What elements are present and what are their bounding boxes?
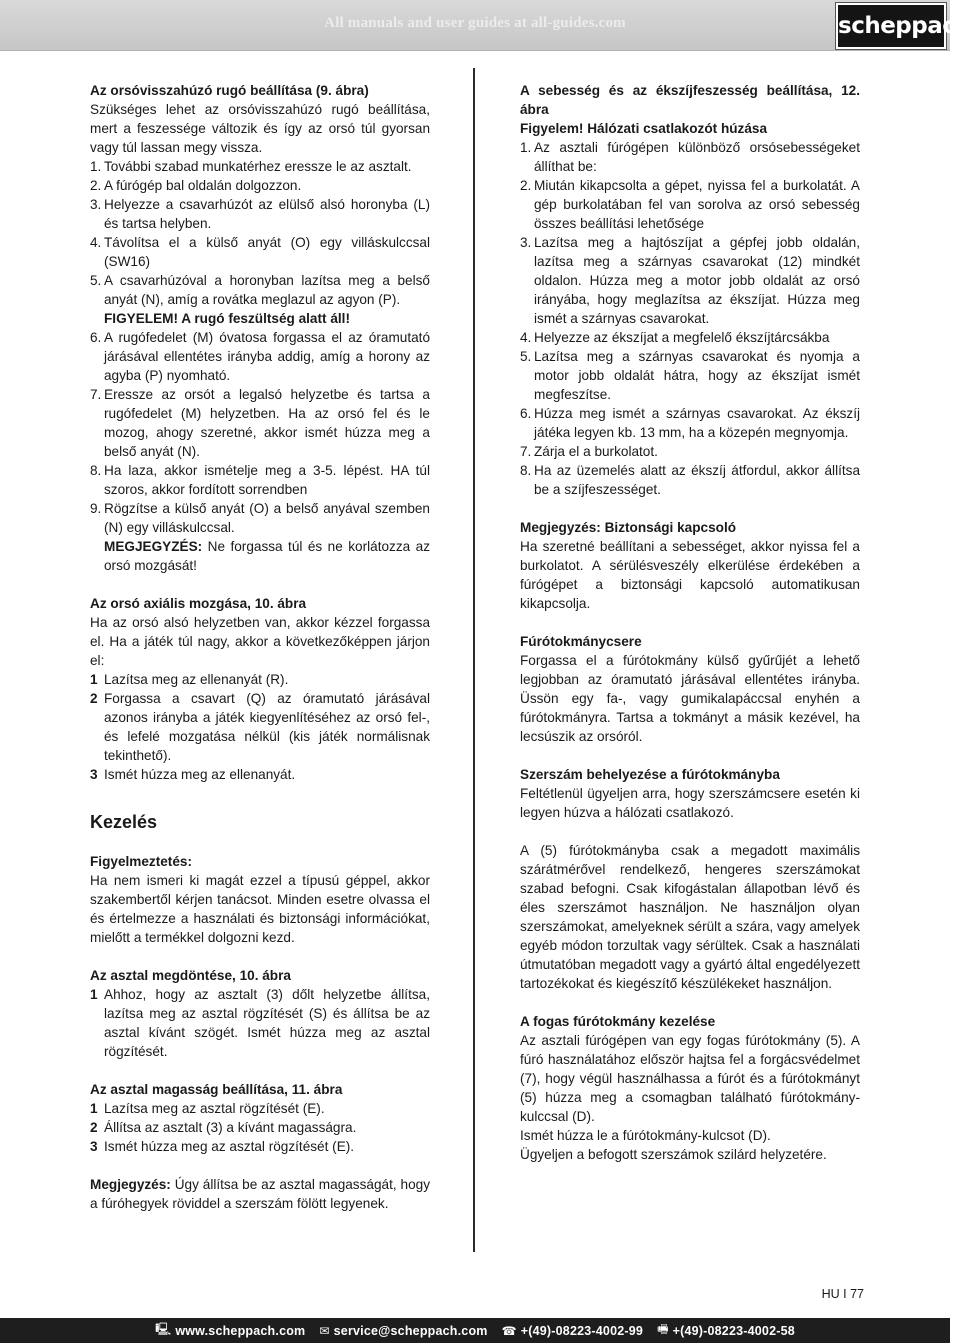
paragraph: Ha nem ismeri ki magát ezzel a típusú géppel, akkor szakembertől kérjen tanácsot. Minden esetre olvassa el és értelmezze a használati és biztonsági információkat, mielőtt a termékkel dolgozni kezd. xyxy=(90,873,430,945)
list-item: 2. A fúrógép bal oldalán dolgozzon. xyxy=(90,178,302,193)
section-title: A fogas fúrótokmány kezelése xyxy=(520,1014,716,1029)
paragraph: Az asztali fúrógépen van egy fogas fúrótokmány (5). A fúró használatához először hajtsa fel a forgácsvédelmet (7), hogy végül használhassa a fúrót és a fúrótokmányt (5) húzza meg a csomagban található fúrótokmány-kulccsal (D). xyxy=(520,1033,860,1124)
list-item: 5. A csavarhúzóval a horonyban lazítsa meg a belső anyát (N), amíg a rovátka meglazul az agyon (P). FIGYELEM! A rugó feszültség alatt áll! xyxy=(90,273,430,326)
paragraph: Ügyeljen a befogott szerszámok szilárd helyzetére. xyxy=(520,1147,827,1162)
footer-web[interactable] xyxy=(155,1320,305,1341)
numbered-list xyxy=(520,138,860,499)
left-column xyxy=(90,81,430,1213)
paragraph: Feltétlenül ügyeljen arra, hogy szerszámcsere esetén ki legyen húzva a hálózati csatlakozó. xyxy=(520,786,860,820)
right-column xyxy=(520,81,860,1164)
section-title: Fúrótokmánycsere xyxy=(520,634,642,649)
list-item: 8. Ha laza, akkor ismételje meg a 3-5. lépést. HA túl szoros, akkor fordított sorrendben xyxy=(90,463,430,497)
list-item: 3. Lazítsa meg a hajtószíjat a gépfej jobb oldalán, lazítsa meg a szárnyas csavarokat (12) mindkét oldalon. Húzza meg a motor jobb oldalát az orsó irányába, hogy meglazítsa az ékszíjat. Húzza meg ismét a szárnyas csavarokat. xyxy=(520,235,860,326)
top-bar xyxy=(0,0,971,51)
monitor-icon: 🖳 xyxy=(155,1322,172,1336)
paragraph: Ha az orsó alsó helyzetben van, akkor kézzel forgassa el. Ha a játék túl nagy, akkor a következőképpen járjon el: xyxy=(90,615,430,668)
fax-number: +(49)-08223-4002-58 xyxy=(672,1323,795,1338)
section-title: Megjegyzés: Biztonsági kapcsoló xyxy=(520,520,737,535)
paragraph: Ha szeretné beállítani a sebességet, akkor nyissa fel a burkolatot. A sérülésveszély elkerülése érdekében a fúrógépet a biztonsági kapcsoló automatikusan kikapcsolja. xyxy=(520,539,860,611)
list-item: 1. További szabad munkatérhez eressze le az asztalt. xyxy=(90,159,412,174)
note-text: Ne forgassa túl és ne korlátozza az orsó mozgását! xyxy=(104,539,430,573)
list-item: 9. Rögzítse a külső anyát (O) a belső anyával szemben (N) egy villáskulccsal. MEGJEGYZÉS: Ne forgassa túl és ne korlátozza az orsó mozgását! xyxy=(90,501,430,573)
note-paragraph xyxy=(90,1175,430,1213)
email-link[interactable]: service@scheppach.com xyxy=(333,1323,488,1338)
section-title: Az orsó axiális mozgása, 10. ábra xyxy=(90,596,307,611)
scheppach-logo: scheppach xyxy=(836,3,946,49)
phone-number: +(49)-08223-4002-99 xyxy=(520,1323,644,1338)
numbered-list xyxy=(90,985,430,1061)
numbered-list xyxy=(90,670,430,784)
section-title: Az orsóvisszahúzó rugó beállítása (9. ábra) xyxy=(90,83,369,98)
paragraph: Szükséges lehet az orsóvisszahúzó rugó beállítása, mert a feszessége változik és így az orsó túl gyorsan vagy túl lassan megy vissza. xyxy=(90,102,430,155)
list-item: 7. Zárja el a burkolatot. xyxy=(520,444,658,459)
list-item: 4. Helyezze az ékszíjat a megfelelő ékszíjtárcsákba xyxy=(520,330,830,345)
paragraph: A (5) fúrótokmányba csak a megadott maximális szárátmérővel rendelkező, hengeres szerszámokat szabad befogni. Csak kifogástalan állapotban lévő és éles szerszámot használjon. Ne használjon olyan szerszámokat, amelyeknek sérült a szára, vagy amelyek egyéb módon torzultak vagy sérültek. Csak a használati útmutatóban megadott vagy a gyártó által engedélyezett tartozékokat és kiegészítő készülékeket használjon. xyxy=(520,843,860,991)
list-item: 8. Ha az üzemelés alatt az ékszíj átfordul, akkor állítsa be a szíjfeszességet. xyxy=(520,463,860,497)
note-text: Úgy állítsa be az asztal magasságát, hogy a fúróhegyek röviddel a szerszám fölött legyenek. xyxy=(90,1177,430,1211)
section-title: Az asztal megdöntése, 10. ábra xyxy=(90,968,291,983)
warning-text: Figyelem! Hálózati csatlakozót húzása xyxy=(520,121,768,136)
envelope-icon: ✉ xyxy=(319,1323,330,1338)
section-title: Az asztal magasság beállítása, 11. ábra xyxy=(90,1082,343,1097)
column-divider xyxy=(473,68,475,1252)
list-item: 3 Ismét húzza meg az asztal rögzítését (E). xyxy=(90,1139,355,1154)
note-label: Megjegyzés: xyxy=(90,1177,171,1192)
footer-fax xyxy=(657,1320,795,1341)
web-link[interactable]: www.scheppach.com xyxy=(175,1323,306,1338)
list-item: 3 Ismét húzza meg az ellenanyát. xyxy=(90,767,296,782)
numbered-list xyxy=(90,157,430,575)
list-item: 2 Forgassa a csavart (Q) az óramutató járásával azonos irányba a játék kiegyenlítéséhez az orsó fel-, és lefelé mozgatása nélkül (kis játék normálisnak tekinthető). xyxy=(90,691,430,763)
list-item: 1. Az asztali fúrógépen különböző orsósebességeket állíthat be: xyxy=(520,140,860,174)
numbered-list xyxy=(90,1099,430,1156)
footer-bar xyxy=(0,1318,950,1343)
warning-text: FIGYELEM! A rugó feszültség alatt áll! xyxy=(104,311,350,326)
paragraph: Forgassa el a fúrótokmány külső gyűrűjét a lehető legjobban az óramutató járásával ellentétes irányba. Üssön egy fa-, vagy gumikalapáccsal enyhén a fúrótokmányra. Tartsa a tokmányt a másik kezével, ha lecsúszik az orsóról. xyxy=(520,653,860,744)
watermark: All manuals and user guides at all-guides.com xyxy=(324,15,626,31)
phone-icon: ☎ xyxy=(501,1323,517,1338)
page-number: HU I 77 xyxy=(821,1287,864,1301)
paragraph: Ismét húzza le a fúrótokmány-kulcsot (D). xyxy=(520,1128,771,1143)
footer-email[interactable] xyxy=(319,1324,487,1338)
footer-phone xyxy=(502,1324,643,1338)
list-item: 1 Lazítsa meg az ellenanyát (R). xyxy=(90,672,289,687)
section-title: Figyelmeztetés: xyxy=(90,854,192,869)
list-item: 6. Húzza meg ismét a szárnyas csavarokat. Az ékszíj játéka legyen kb. 13 mm, ha a közepén megnyomja. xyxy=(520,406,860,440)
list-item: 4. Távolítsa el a külső anyát (O) egy villáskulccsal (SW16) xyxy=(90,235,430,269)
list-item: 3. Helyezze a csavarhúzót az elülső alsó horonyba (L) és tartsa helyben. xyxy=(90,197,430,231)
fax-icon: 🖷 xyxy=(657,1322,669,1336)
list-item: 1 Lazítsa meg az asztal rögzítését (E). xyxy=(90,1101,325,1116)
list-item: 1 Ahhoz, hogy az asztalt (3) dőlt helyzetbe állítsa, lazítsa meg az asztal rögzítését (S) és állítsa be az asztal kívánt szögét. Ismét húzza meg az asztal rögzítését. xyxy=(90,987,430,1059)
list-item: 6. A rugófedelet (M) óvatosa forgassa el az óramutató járásával ellentétes irányba addig, amíg a horony az agyba (P) nyomható. xyxy=(90,330,430,383)
note-label: MEGJEGYZÉS: xyxy=(104,539,203,554)
list-item: 5. Lazítsa meg a szárnyas csavarokat és nyomja a motor jobb oldalát hátra, hogy az ékszíjat ismét megfeszítse. xyxy=(520,349,860,402)
list-item: 7. Eressze az orsót a legalsó helyzetbe és tartsa a rugófedelet (M) helyzetben. Ha az orsó fel és le mozog, ahogy szeretné, akkor ismét húzza meg a belső anyát (N). xyxy=(90,387,430,459)
list-item: 2 Állítsa az asztalt (3) a kívánt magasságra. xyxy=(90,1120,357,1135)
list-item: 2. Miután kikapcsolta a gépet, nyissa fel a burkolatát. A gép burkolatában fel van sorolva az orsó sebesség összes beállítási lehetősége xyxy=(520,178,860,231)
section-title: Szerszám behelyezése a fúrótokmányba xyxy=(520,767,780,782)
section-title: A sebesség és az ékszíjfeszesség beállítása, 12. ábra xyxy=(520,83,860,117)
chapter-title: Kezelés xyxy=(90,812,158,832)
